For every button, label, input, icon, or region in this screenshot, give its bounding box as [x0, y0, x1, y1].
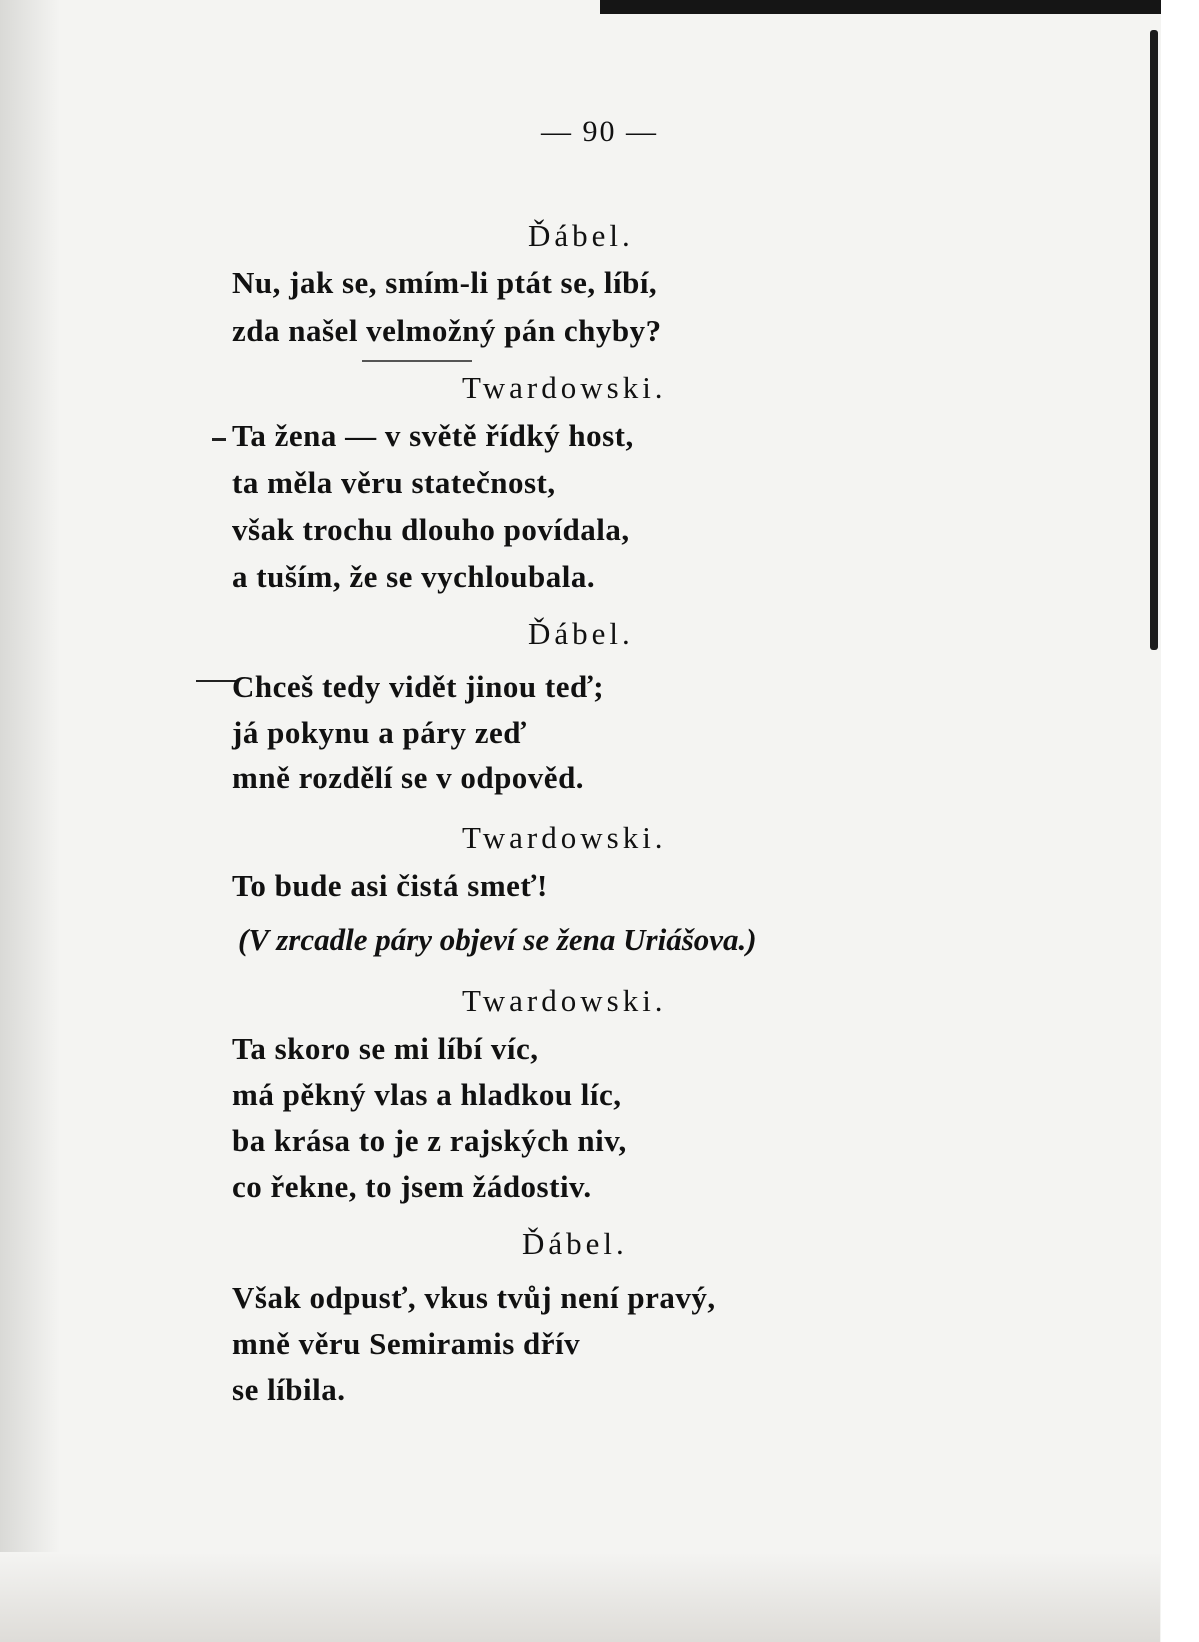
verse-line: však trochu dlouho povídala,: [232, 512, 630, 547]
verse-line: má pěkný vlas a hladkou líc,: [232, 1077, 622, 1112]
speaker-name: Twardowski.: [462, 820, 667, 855]
verse-line: Chceš tedy vidět jinou teď;: [232, 669, 605, 704]
verse-line: Však odpusť, vkus tvůj není pravý,: [232, 1280, 716, 1315]
stage-direction: (V zrcadle páry objeví se žena Uriášova.): [238, 922, 757, 957]
speaker-name: Ďábel.: [522, 1226, 628, 1261]
margin-mark: [212, 438, 226, 441]
verse-line: ba krása to je z rajských niv,: [232, 1123, 627, 1158]
underline-mark: [362, 360, 472, 362]
speaker-name: Ďábel.: [528, 218, 634, 253]
scan-edge-top: [600, 0, 1199, 14]
margin-mark: [196, 680, 236, 682]
verse-line: Ta žena — v světě řídký host,: [232, 418, 634, 453]
verse-line: zda našel velmožný pán chyby?: [232, 313, 662, 348]
speaker-name: Twardowski.: [462, 370, 667, 405]
verse-line: a tuším, že se vychloubala.: [232, 559, 596, 594]
speaker-name: Twardowski.: [462, 983, 667, 1018]
verse-line: mně věru Semiramis dřív: [232, 1326, 581, 1361]
verse-line: já pokynu a páry zeď: [232, 715, 527, 750]
verse-line: co řekne, to jsem žádostiv.: [232, 1169, 592, 1204]
verse-line: Nu, jak se, smím-li ptát se, líbí,: [232, 265, 658, 300]
speaker-name: Ďábel.: [528, 616, 634, 651]
scan-edge-right: [1161, 0, 1199, 1642]
verse-line: Ta skoro se mi líbí víc,: [232, 1031, 539, 1066]
page-shadow-left: [0, 0, 60, 1642]
verse-line: mně rozdělí se v odpověd.: [232, 760, 585, 795]
verse-line: To bude asi čistá smeť!: [232, 868, 548, 903]
page-number: — 90 —: [541, 115, 658, 148]
verse-line: ta měla věru statečnost,: [232, 465, 556, 500]
verse-line: se líbila.: [232, 1372, 346, 1407]
page-shadow-bottom: [0, 1552, 1160, 1642]
